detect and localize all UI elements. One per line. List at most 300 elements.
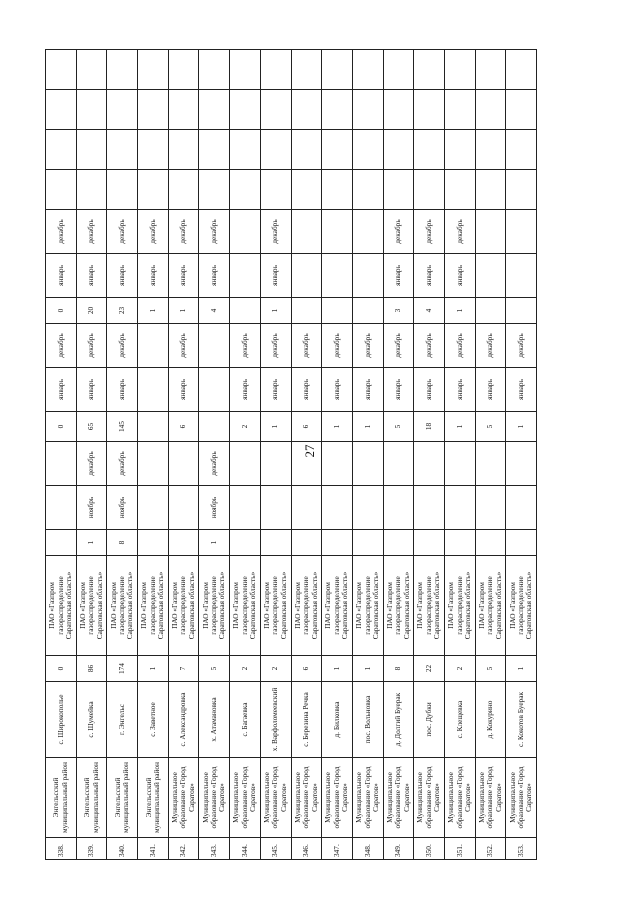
cell-empty <box>444 130 475 170</box>
cell-b3: декабрь <box>414 324 445 368</box>
cell-b1: 1 <box>322 412 353 442</box>
cell-empty <box>168 90 199 130</box>
cell-b2: январь <box>352 368 383 412</box>
cell-a3 <box>322 442 353 486</box>
cell-empty <box>291 130 322 170</box>
cell-empty <box>138 50 169 90</box>
cell-c1: 1 <box>444 298 475 324</box>
cell-empty <box>475 130 506 170</box>
cell-num: 339. <box>76 838 107 860</box>
cell-b2: январь <box>414 368 445 412</box>
cell-org: ПАО «Газпром газораспределение Саратовская область» <box>260 556 291 656</box>
cell-num: 343. <box>199 838 230 860</box>
cell-b1: 1 <box>444 412 475 442</box>
cell-c2 <box>352 254 383 298</box>
cell-q1: 7 <box>168 656 199 682</box>
cell-empty <box>138 170 169 210</box>
cell-empty <box>322 170 353 210</box>
cell-empty <box>230 90 261 130</box>
cell-empty <box>230 50 261 90</box>
cell-mun: Муниципальное образование «Город Саратов» <box>322 758 353 838</box>
cell-empty <box>107 170 138 210</box>
cell-a1 <box>230 530 261 556</box>
cell-c1 <box>506 298 537 324</box>
cell-b2 <box>138 368 169 412</box>
cell-org: ПАО «Газпром газораспределение Саратовская область» <box>414 556 445 656</box>
cell-empty <box>76 170 107 210</box>
cell-org: ПАО «Газпром газораспределение Саратовская область» <box>506 556 537 656</box>
cell-b2: январь <box>506 368 537 412</box>
cell-b3: декабрь <box>383 324 414 368</box>
cell-mun: Энгельсский муниципальный район <box>76 758 107 838</box>
gasification-table <box>45 49 537 860</box>
cell-c3: декабрь <box>414 210 445 254</box>
cell-c2 <box>230 254 261 298</box>
cell-c1 <box>230 298 261 324</box>
cell-org: ПАО «Газпром газораспределение Саратовская область» <box>107 556 138 656</box>
cell-q1: 86 <box>76 656 107 682</box>
cell-a1 <box>291 530 322 556</box>
cell-a2: ноябрь <box>199 486 230 530</box>
cell-org: ПАО «Газпром газораспределение Саратовская область» <box>168 556 199 656</box>
cell-a2 <box>475 486 506 530</box>
cell-c2: январь <box>414 254 445 298</box>
cell-c1: 1 <box>138 298 169 324</box>
cell-org: ПАО «Газпром газораспределение Саратовская область» <box>291 556 322 656</box>
cell-org: ПАО «Газпром газораспределение Саратовская область» <box>46 556 77 656</box>
cell-empty <box>352 50 383 90</box>
cell-c3: декабрь <box>260 210 291 254</box>
cell-q1: 1 <box>506 656 537 682</box>
cell-a1 <box>383 530 414 556</box>
cell-empty <box>168 130 199 170</box>
cell-loc: с. Широкополье <box>46 682 77 758</box>
cell-a1 <box>506 530 537 556</box>
cell-c2: январь <box>107 254 138 298</box>
cell-a1 <box>260 530 291 556</box>
cell-c2: январь <box>444 254 475 298</box>
cell-a3: декабрь <box>199 442 230 486</box>
table-row <box>414 50 445 860</box>
cell-b3: декабрь <box>168 324 199 368</box>
cell-b2: январь <box>260 368 291 412</box>
cell-loc: с. Заветное <box>138 682 169 758</box>
cell-c2: январь <box>46 254 77 298</box>
cell-b3: декабрь <box>260 324 291 368</box>
cell-b3: декабрь <box>475 324 506 368</box>
cell-a3 <box>230 442 261 486</box>
cell-a1: 8 <box>107 530 138 556</box>
cell-a2 <box>291 486 322 530</box>
cell-empty <box>230 130 261 170</box>
cell-a2 <box>414 486 445 530</box>
cell-b1 <box>138 412 169 442</box>
cell-empty <box>230 170 261 210</box>
cell-empty <box>107 50 138 90</box>
cell-num: 338. <box>46 838 77 860</box>
cell-c3 <box>230 210 261 254</box>
cell-b1: 6 <box>291 412 322 442</box>
cell-c1 <box>291 298 322 324</box>
cell-a1 <box>168 530 199 556</box>
cell-mun: Муниципальное образование «Город Саратов» <box>475 758 506 838</box>
cell-a1 <box>352 530 383 556</box>
cell-loc: д. Кокурино <box>475 682 506 758</box>
cell-org: ПАО «Газпром газораспределение Саратовская область» <box>475 556 506 656</box>
cell-c2: январь <box>383 254 414 298</box>
cell-empty <box>260 170 291 210</box>
cell-num: 340. <box>107 838 138 860</box>
table-row <box>444 50 475 860</box>
cell-empty <box>506 90 537 130</box>
cell-a2 <box>322 486 353 530</box>
cell-b1: 18 <box>414 412 445 442</box>
cell-empty <box>107 130 138 170</box>
cell-empty <box>414 50 445 90</box>
cell-mun: Муниципальное образование «Город Саратов» <box>352 758 383 838</box>
cell-loc: с. Березина Речка <box>291 682 322 758</box>
cell-loc: д. Билковка <box>322 682 353 758</box>
cell-empty <box>199 130 230 170</box>
cell-mun: Энгельсский муниципальный район <box>138 758 169 838</box>
cell-empty <box>383 90 414 130</box>
cell-c2 <box>322 254 353 298</box>
cell-a1 <box>138 530 169 556</box>
cell-org: ПАО «Газпром газораспределение Саратовская область» <box>138 556 169 656</box>
cell-q1: 1 <box>138 656 169 682</box>
table-row <box>260 50 291 860</box>
cell-empty <box>352 90 383 130</box>
cell-c2: январь <box>76 254 107 298</box>
cell-a3: декабрь <box>76 442 107 486</box>
cell-c1 <box>352 298 383 324</box>
cell-q1: 174 <box>107 656 138 682</box>
cell-empty <box>76 90 107 130</box>
table-row <box>230 50 261 860</box>
cell-q1: 0 <box>46 656 77 682</box>
cell-empty <box>260 130 291 170</box>
cell-empty <box>138 90 169 130</box>
cell-b2: январь <box>291 368 322 412</box>
cell-empty <box>291 90 322 130</box>
cell-a1 <box>444 530 475 556</box>
cell-a3 <box>291 442 322 486</box>
cell-loc: пос. Дубки <box>414 682 445 758</box>
cell-c3 <box>352 210 383 254</box>
cell-q1: 2 <box>260 656 291 682</box>
cell-c1 <box>322 298 353 324</box>
cell-mun: Муниципальное образование «Город Саратов» <box>291 758 322 838</box>
cell-b1: 145 <box>107 412 138 442</box>
cell-c3: декабрь <box>138 210 169 254</box>
cell-mun: Муниципальное образование «Город Саратов» <box>260 758 291 838</box>
cell-empty <box>322 50 353 90</box>
cell-empty <box>383 170 414 210</box>
cell-b2: январь <box>383 368 414 412</box>
cell-a3 <box>414 442 445 486</box>
cell-c2 <box>506 254 537 298</box>
cell-q1: 1 <box>352 656 383 682</box>
cell-a3 <box>475 442 506 486</box>
cell-mun: Муниципальное образование «Город Саратов» <box>230 758 261 838</box>
cell-a2 <box>352 486 383 530</box>
cell-a3 <box>383 442 414 486</box>
rotated-table-wrapper <box>45 50 595 860</box>
cell-loc: с. Шумейка <box>76 682 107 758</box>
cell-mun: Муниципальное образование «Город Саратов» <box>383 758 414 838</box>
cell-c3: декабрь <box>46 210 77 254</box>
cell-loc: г. Энгельс <box>107 682 138 758</box>
cell-mun: Энгельсский муниципальный район <box>46 758 77 838</box>
cell-a2 <box>444 486 475 530</box>
cell-num: 344. <box>230 838 261 860</box>
cell-c2: январь <box>199 254 230 298</box>
cell-a2 <box>230 486 261 530</box>
cell-empty <box>199 170 230 210</box>
cell-a2 <box>46 486 77 530</box>
cell-num: 350. <box>414 838 445 860</box>
cell-a1 <box>46 530 77 556</box>
cell-b3: декабрь <box>352 324 383 368</box>
cell-empty <box>168 170 199 210</box>
cell-b1: 0 <box>46 412 77 442</box>
cell-org: ПАО «Газпром газораспределение Саратовская область» <box>230 556 261 656</box>
cell-c1 <box>475 298 506 324</box>
cell-mun: Муниципальное образование «Город Саратов» <box>414 758 445 838</box>
table-row <box>107 50 138 860</box>
cell-q1: 6 <box>291 656 322 682</box>
table-row <box>168 50 199 860</box>
cell-c2 <box>291 254 322 298</box>
cell-num: 349. <box>383 838 414 860</box>
cell-loc: д. Долгий Буерак <box>383 682 414 758</box>
cell-a1: 1 <box>199 530 230 556</box>
cell-a2 <box>168 486 199 530</box>
cell-b2: январь <box>107 368 138 412</box>
table-row <box>475 50 506 860</box>
cell-loc: х. Варфоломеевский <box>260 682 291 758</box>
cell-empty <box>46 170 77 210</box>
cell-b3 <box>199 324 230 368</box>
cell-empty <box>475 90 506 130</box>
cell-num: 353. <box>506 838 537 860</box>
table-row <box>291 50 322 860</box>
cell-q1: 5 <box>475 656 506 682</box>
cell-c2: январь <box>168 254 199 298</box>
cell-empty <box>444 50 475 90</box>
cell-a1 <box>475 530 506 556</box>
cell-empty <box>352 130 383 170</box>
cell-a1: 1 <box>76 530 107 556</box>
cell-a1 <box>414 530 445 556</box>
cell-empty <box>291 50 322 90</box>
cell-empty <box>383 130 414 170</box>
cell-b3: декабрь <box>107 324 138 368</box>
cell-b3: декабрь <box>444 324 475 368</box>
cell-q1: 2 <box>230 656 261 682</box>
cell-c3: декабрь <box>76 210 107 254</box>
cell-a2 <box>383 486 414 530</box>
cell-empty <box>322 90 353 130</box>
cell-b2: январь <box>322 368 353 412</box>
cell-c3: декабрь <box>199 210 230 254</box>
cell-b1 <box>199 412 230 442</box>
cell-num: 348. <box>352 838 383 860</box>
cell-a2 <box>260 486 291 530</box>
cell-a2 <box>506 486 537 530</box>
cell-q1: 2 <box>444 656 475 682</box>
cell-c3: декабрь <box>168 210 199 254</box>
cell-org: ПАО «Газпром газораспределение Саратовская область» <box>199 556 230 656</box>
cell-empty <box>46 90 77 130</box>
cell-mun: Энгельсский муниципальный район <box>107 758 138 838</box>
page-number: 27 <box>302 444 317 458</box>
cell-b1: 1 <box>506 412 537 442</box>
cell-b3: декабрь <box>291 324 322 368</box>
cell-mun: Муниципальное образование «Город Саратов» <box>506 758 537 838</box>
cell-b3 <box>138 324 169 368</box>
cell-org: ПАО «Газпром газораспределение Саратовская область» <box>352 556 383 656</box>
cell-b3: декабрь <box>46 324 77 368</box>
cell-empty <box>414 170 445 210</box>
cell-c3 <box>291 210 322 254</box>
cell-loc: с. Кокотов Буерак <box>506 682 537 758</box>
cell-loc: с. Клещевка <box>444 682 475 758</box>
cell-c1: 1 <box>168 298 199 324</box>
cell-c1: 20 <box>76 298 107 324</box>
cell-c2 <box>475 254 506 298</box>
cell-empty <box>352 170 383 210</box>
cell-loc: с. Багаевка <box>230 682 261 758</box>
table-row <box>383 50 414 860</box>
cell-empty <box>322 130 353 170</box>
cell-num: 351. <box>444 838 475 860</box>
cell-org: ПАО «Газпром газораспределение Саратовская область» <box>76 556 107 656</box>
cell-org: ПАО «Газпром газораспределение Саратовская область» <box>322 556 353 656</box>
cell-c1: 4 <box>414 298 445 324</box>
cell-empty <box>107 90 138 130</box>
cell-a2 <box>138 486 169 530</box>
cell-a3 <box>138 442 169 486</box>
cell-b2: январь <box>475 368 506 412</box>
cell-empty <box>260 90 291 130</box>
cell-num: 342. <box>168 838 199 860</box>
cell-b2: январь <box>76 368 107 412</box>
cell-empty <box>414 90 445 130</box>
cell-empty <box>506 130 537 170</box>
cell-a3 <box>352 442 383 486</box>
cell-c1: 23 <box>107 298 138 324</box>
cell-mun: Муниципальное образование «Город Саратов» <box>199 758 230 838</box>
cell-empty <box>383 50 414 90</box>
cell-empty <box>475 170 506 210</box>
cell-a3 <box>260 442 291 486</box>
table-row <box>352 50 383 860</box>
cell-c1: 3 <box>383 298 414 324</box>
cell-c3 <box>475 210 506 254</box>
cell-mun: Муниципальное образование «Город Саратов» <box>168 758 199 838</box>
table-row <box>138 50 169 860</box>
cell-a3: декабрь <box>107 442 138 486</box>
cell-b1: 2 <box>230 412 261 442</box>
cell-c2: январь <box>138 254 169 298</box>
cell-num: 352. <box>475 838 506 860</box>
cell-c3: декабрь <box>383 210 414 254</box>
cell-b1: 65 <box>76 412 107 442</box>
cell-empty <box>414 130 445 170</box>
cell-a1 <box>322 530 353 556</box>
cell-empty <box>260 50 291 90</box>
cell-c3: декабрь <box>444 210 475 254</box>
cell-b1: 6 <box>168 412 199 442</box>
cell-q1: 5 <box>199 656 230 682</box>
cell-a2: ноябрь <box>76 486 107 530</box>
cell-q1: 22 <box>414 656 445 682</box>
cell-a3 <box>46 442 77 486</box>
cell-c3 <box>322 210 353 254</box>
cell-empty <box>444 90 475 130</box>
table-row <box>46 50 77 860</box>
cell-mun: Муниципальное образование «Город Саратов» <box>444 758 475 838</box>
table-row <box>322 50 353 860</box>
cell-empty <box>199 50 230 90</box>
cell-b2: январь <box>46 368 77 412</box>
cell-b3: декабрь <box>322 324 353 368</box>
cell-empty <box>76 130 107 170</box>
cell-q1: 8 <box>383 656 414 682</box>
cell-b1: 5 <box>383 412 414 442</box>
cell-b1: 1 <box>352 412 383 442</box>
cell-empty <box>168 50 199 90</box>
table-row <box>506 50 537 860</box>
cell-b2: январь <box>168 368 199 412</box>
cell-num: 341. <box>138 838 169 860</box>
cell-num: 345. <box>260 838 291 860</box>
cell-empty <box>46 50 77 90</box>
cell-b3: декабрь <box>506 324 537 368</box>
cell-b3: декабрь <box>76 324 107 368</box>
cell-c2: январь <box>260 254 291 298</box>
cell-num: 346. <box>291 838 322 860</box>
cell-b1: 1 <box>260 412 291 442</box>
cell-loc: х. Атамановка <box>199 682 230 758</box>
cell-empty <box>291 170 322 210</box>
cell-c3: декабрь <box>107 210 138 254</box>
cell-b3: декабрь <box>230 324 261 368</box>
cell-a3 <box>444 442 475 486</box>
cell-empty <box>138 130 169 170</box>
cell-org: ПАО «Газпром газораспределение Саратовская область» <box>444 556 475 656</box>
cell-b2: январь <box>444 368 475 412</box>
cell-org: ПАО «Газпром газораспределение Саратовская область» <box>383 556 414 656</box>
cell-empty <box>76 50 107 90</box>
cell-empty <box>444 170 475 210</box>
cell-empty <box>506 50 537 90</box>
table-row <box>76 50 107 860</box>
cell-c3 <box>506 210 537 254</box>
cell-b2 <box>199 368 230 412</box>
cell-loc: с. Александровка <box>168 682 199 758</box>
cell-a2: ноябрь <box>107 486 138 530</box>
cell-num: 347. <box>322 838 353 860</box>
cell-b1: 5 <box>475 412 506 442</box>
cell-b2: январь <box>230 368 261 412</box>
cell-empty <box>199 90 230 130</box>
table-row <box>199 50 230 860</box>
cell-loc: пос. Вольновка <box>352 682 383 758</box>
cell-empty <box>475 50 506 90</box>
cell-c1: 1 <box>260 298 291 324</box>
